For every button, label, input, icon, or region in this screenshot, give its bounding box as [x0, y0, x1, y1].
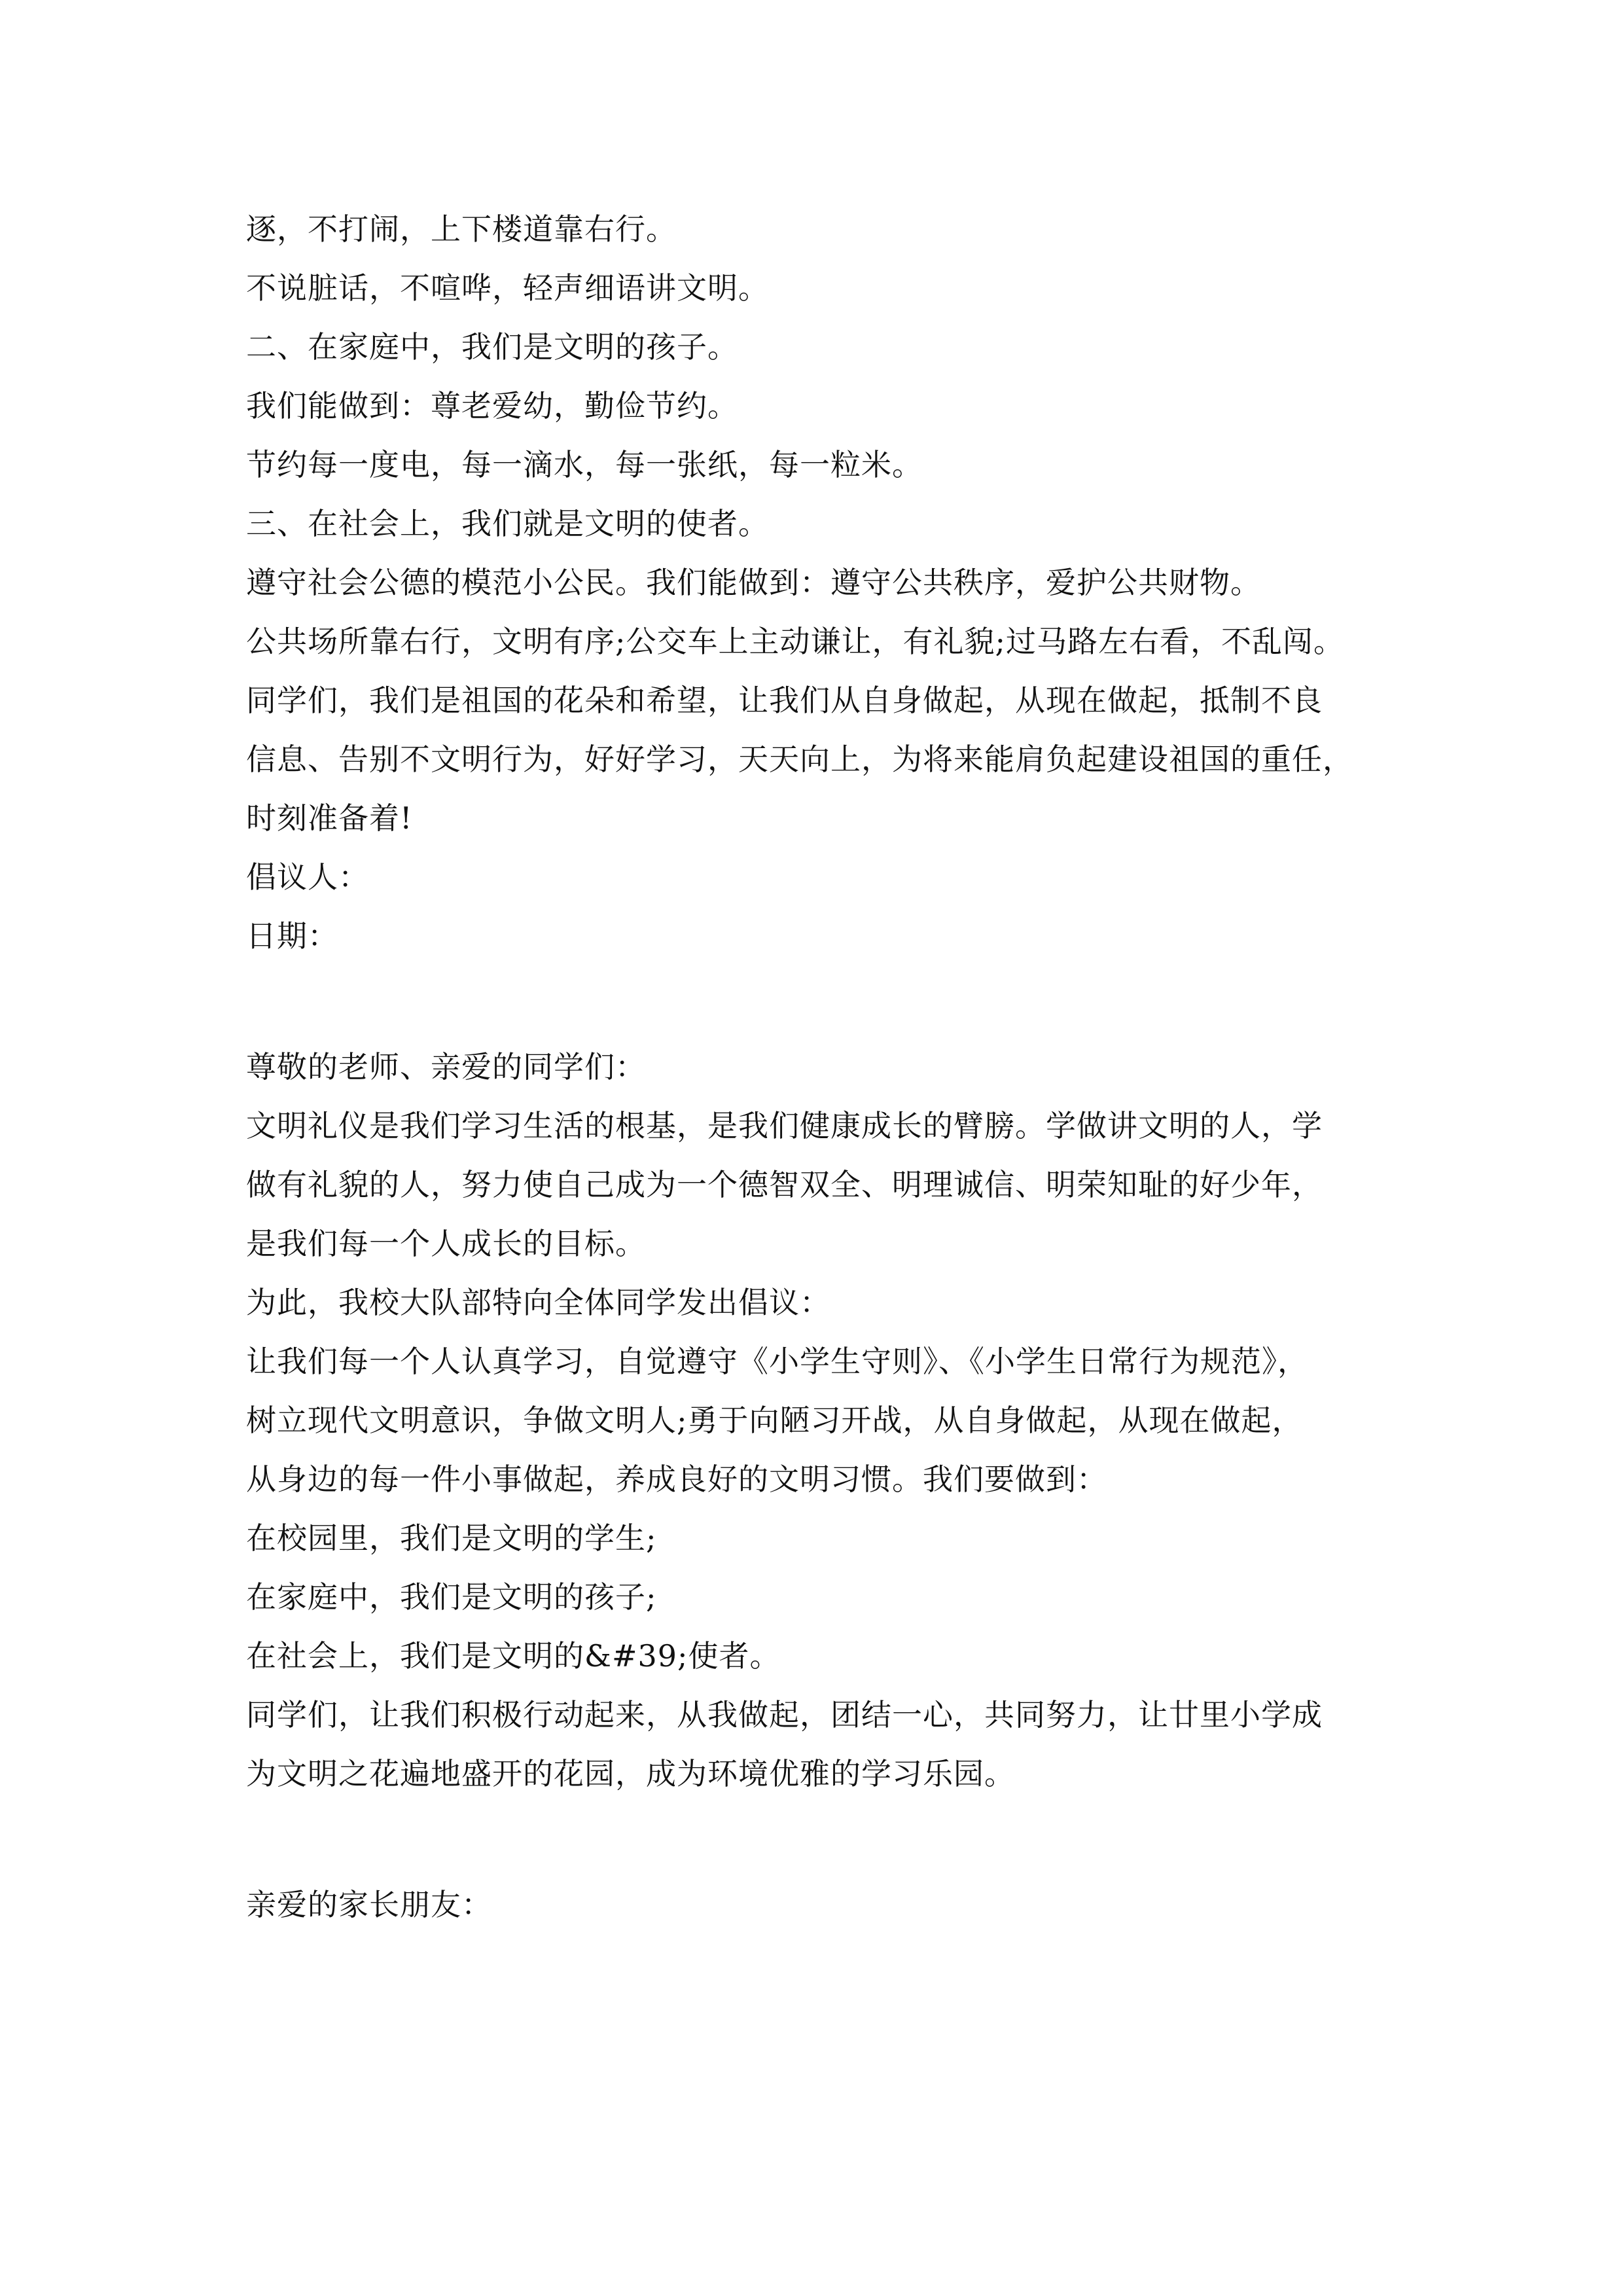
paragraph-line: 时刻准备着! — [246, 800, 413, 836]
paragraph-line: 文明礼仪是我们学习生活的根基，是我们健康成长的臂膀。学做讲文明的人，学 — [246, 1108, 1323, 1143]
paragraph-line: 在校园里，我们是文明的学生; — [246, 1520, 657, 1556]
paragraph-line: 在家庭中，我们是文明的孩子; — [246, 1579, 657, 1615]
paragraph-line: 为文明之花遍地盛开的花园，成为环境优雅的学习乐园。 — [246, 1756, 1015, 1791]
paragraph-line: 三、在社会上，我们就是文明的使者。 — [246, 506, 769, 541]
paragraph-line: 二、在家庭中，我们是文明的孩子。 — [246, 329, 738, 365]
paragraph-line: 在社会上，我们是文明的&#39;使者。 — [246, 1638, 781, 1674]
paragraph-line: 不说脏话，不喧哗，轻声细语讲文明。 — [246, 270, 769, 306]
paragraph-line: 公共场所靠右行，文明有序;公交车上主动谦让，有礼貌;过马路左右看，不乱闯。 — [246, 624, 1344, 659]
date-label: 日期： — [246, 918, 338, 954]
paragraph-line: 信息、告别不文明行为，好好学习，天天向上，为将来能肩负起建设祖国的重任， — [246, 742, 1353, 777]
paragraph-line: 为此，我校大队部特向全体同学发出倡议： — [246, 1285, 830, 1320]
paragraph-line: 逐，不打闹，上下楼道靠右行。 — [246, 211, 677, 247]
paragraph-line: 节约每一度电，每一滴水，每一张纸，每一粒米。 — [246, 447, 923, 482]
section-gap — [246, 1803, 1411, 1875]
paragraph-line: 做有礼貌的人，努力使自己成为一个德智双全、明理诚信、明荣知耻的好少年， — [246, 1167, 1323, 1202]
document-body — [246, 200, 1411, 1934]
section-parents-letter — [246, 1875, 1411, 1934]
salutation: 尊敬的老师、亲爱的同学们： — [246, 1049, 646, 1085]
paragraph-line: 从身边的每一件小事做起，养成良好的文明习惯。我们要做到： — [246, 1462, 1107, 1497]
paragraph-line: 是我们每一个人成长的目标。 — [246, 1226, 646, 1261]
paragraph-line: 同学们，我们是祖国的花朵和希望，让我们从自身做起，从现在做起，抵制不良 — [246, 683, 1323, 718]
section-proposal-end — [246, 200, 1411, 965]
paragraph-line: 同学们，让我们积极行动起来，从我做起，团结一心，共同努力，让廿里小学成 — [246, 1697, 1323, 1732]
proposer-label: 倡议人： — [246, 859, 369, 895]
paragraph-line: 遵守社会公德的模范小公民。我们能做到：遵守公共秩序，爱护公共财物。 — [246, 565, 1261, 600]
paragraph-line: 让我们每一个人认真学习，自觉遵守《小学生守则》、《小学生日常行为规范》， — [246, 1344, 1308, 1379]
section-gap — [246, 965, 1411, 1037]
salutation: 亲爱的家长朋友： — [246, 1887, 492, 1922]
section-school-proposal — [246, 1037, 1411, 1803]
paragraph-line: 我们能做到：尊老爱幼，勤俭节约。 — [246, 388, 738, 423]
paragraph-line: 树立现代文明意识，争做文明人;勇于向陋习开战，从自身做起，从现在做起， — [246, 1403, 1303, 1438]
